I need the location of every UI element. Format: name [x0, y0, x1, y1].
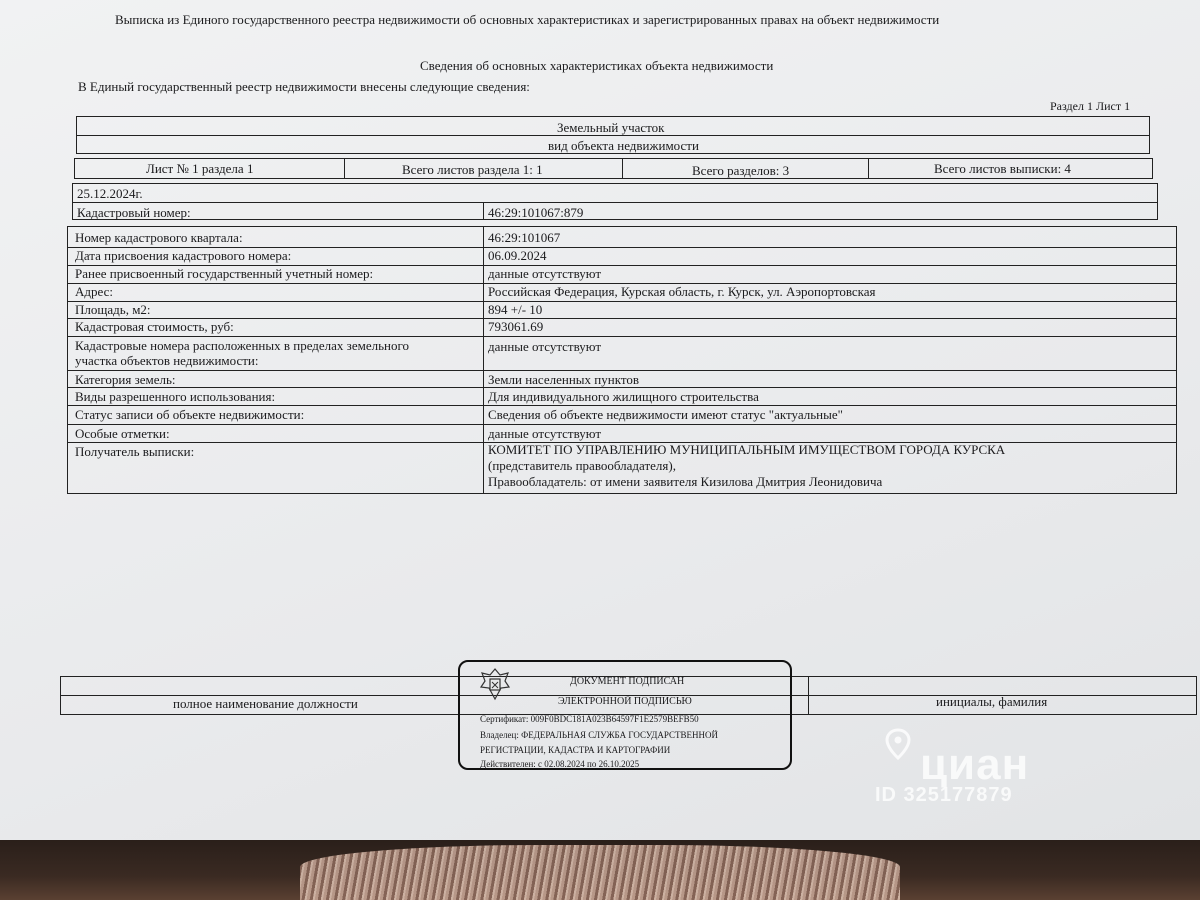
- watermark-brand: циан: [920, 740, 1030, 789]
- divider: [483, 202, 484, 220]
- object-type-label: вид объекта недвижимости: [548, 138, 699, 153]
- divider: [868, 158, 869, 179]
- total-sheets-section: Всего листов раздела 1: 1: [402, 162, 543, 177]
- cadastral-cost-value: 793061.69: [488, 319, 544, 334]
- total-sheets-extract: Всего листов выписки: 4: [934, 161, 1071, 176]
- intro-text: В Единый государственный реестр недвижимости внесены следующие сведения:: [78, 79, 530, 94]
- rightholder-value: Правообладатель: от имени заявителя Кизилова Дмитрия Леонидовича: [488, 474, 883, 489]
- document-title: Выписка из Единого государственного реестра недвижимости об основных характеристиках и зарегистрированных правах на объект недвижимости: [115, 12, 940, 27]
- section-heading: Сведения об основных характеристиках объекта недвижимости: [420, 58, 774, 73]
- certificate-validity: Действителен: с 02.08.2024 по 26.10.2025: [480, 759, 640, 769]
- divider: [67, 301, 1177, 302]
- initials-label: инициалы, фамилия: [936, 694, 1048, 709]
- row-label: Дата присвоения кадастрового номера:: [75, 248, 292, 263]
- row-label: Статус записи об объекте недвижимости:: [75, 407, 305, 422]
- divider: [344, 158, 345, 179]
- row-value: Для индивидуального жилищного строительства: [488, 389, 759, 404]
- row-value: данные отсутствуют: [488, 426, 602, 441]
- row-label: Категория земель:: [75, 372, 176, 387]
- row-label: Ранее присвоенный государственный учетный номер:: [75, 266, 374, 281]
- electronic-signature-stamp: [458, 660, 792, 770]
- divider: [67, 336, 1177, 337]
- row-value: данные отсутствуют: [488, 266, 602, 281]
- divider: [622, 158, 623, 179]
- divider: [483, 226, 484, 494]
- location-pin-icon: [885, 728, 911, 760]
- row-label: Адрес:: [75, 284, 113, 299]
- section-sheet-label: Раздел 1 Лист 1: [1050, 99, 1131, 113]
- total-sections: Всего разделов: 3: [692, 163, 790, 178]
- row-label-continued: участка объектов недвижимости:: [75, 353, 259, 368]
- position-title-label: полное наименование должности: [173, 696, 358, 711]
- recipient-value: КОМИТЕТ ПО УПРАВЛЕНИЮ МУНИЦИПАЛЬНЫМ ИМУЩЕСТВОМ ГОРОДА КУРСКА: [488, 442, 1006, 457]
- status-value: Сведения об объекте недвижимости имеют статус "актуальные": [488, 407, 843, 422]
- certificate-owner: Владелец: ФЕДЕРАЛЬНАЯ СЛУЖБА ГОСУДАРСТВЕННОЙ: [480, 730, 719, 740]
- row-value: Земли населенных пунктов: [488, 372, 639, 387]
- row-label: Кадастровые номера расположенных в пределах земельного: [75, 338, 409, 353]
- divider: [72, 202, 1158, 203]
- certificate-owner-continued: РЕГИСТРАЦИИ, КАДАСТРА И КАРТОГРАФИИ: [480, 745, 671, 755]
- divider: [67, 370, 1177, 371]
- divider: [67, 424, 1177, 425]
- sheet-number: Лист № 1 раздела 1: [146, 161, 254, 176]
- certificate-number: Сертификат: 009F0BDC181A023B64597F1E2579BEFB50: [480, 714, 699, 724]
- row-label: Номер кадастрового квартала:: [75, 230, 243, 245]
- area-value: 894 +/- 10: [488, 302, 543, 317]
- rug-fringe: [300, 845, 900, 900]
- signature-line-2: ЭЛЕКТРОННОЙ ПОДПИСЬЮ: [558, 696, 692, 707]
- cadastral-label: Кадастровый номер:: [77, 205, 191, 220]
- row-value: данные отсутствуют: [488, 339, 602, 354]
- emblem-icon: [478, 666, 512, 704]
- signature-line-1: ДОКУМЕНТ ПОДПИСАН: [570, 676, 685, 687]
- row-value: 06.09.2024: [488, 248, 547, 263]
- divider: [67, 405, 1177, 406]
- document-date: 25.12.2024г.: [77, 186, 143, 201]
- row-label: Площадь, м2:: [75, 302, 151, 317]
- watermark-id: ID 325177879: [875, 784, 1013, 806]
- row-label: Кадастровая стоимость, руб:: [75, 319, 234, 334]
- recipient-role: (представитель правообладателя),: [488, 458, 676, 473]
- row-value: 46:29:101067: [488, 230, 561, 245]
- row-label: Получатель выписки:: [75, 444, 195, 459]
- cadastral-value: 46:29:101067:879: [488, 205, 584, 220]
- divider: [808, 676, 809, 715]
- watermark: [875, 740, 1029, 807]
- row-label: Виды разрешенного использования:: [75, 389, 276, 404]
- address-value: Российская Федерация, Курская область, г. Курск, ул. Аэропортовская: [488, 284, 876, 299]
- object-type: Земельный участок: [557, 120, 665, 135]
- row-label: Особые отметки:: [75, 426, 170, 441]
